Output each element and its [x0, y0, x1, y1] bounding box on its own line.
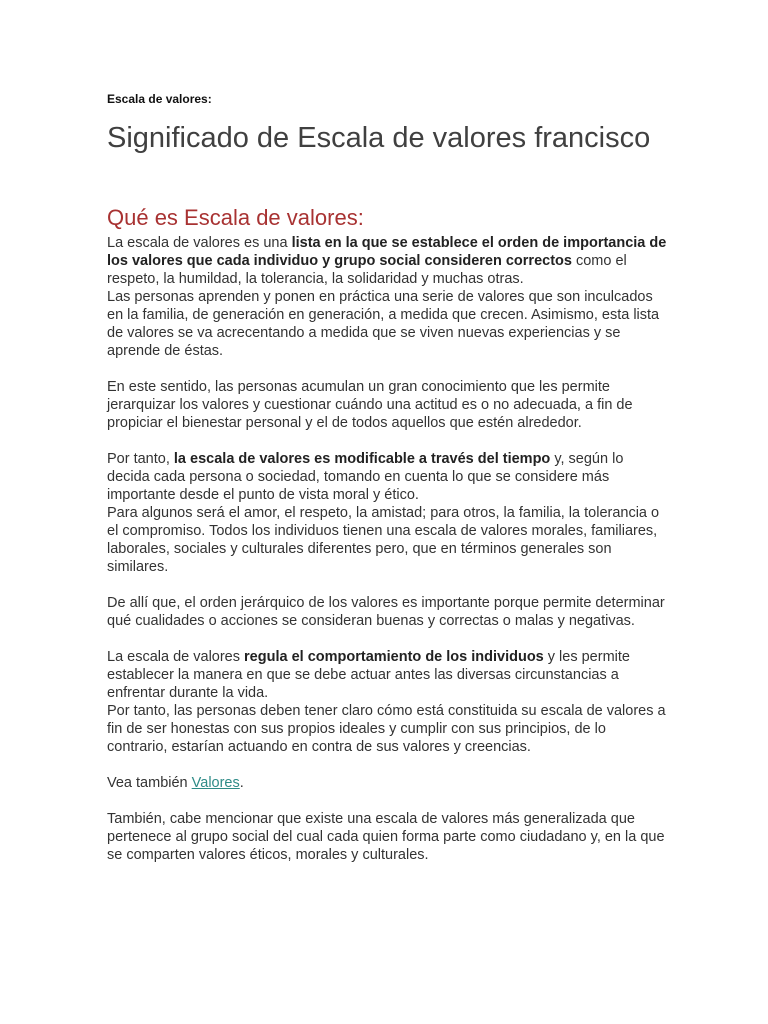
paragraph-1 — [107, 234, 667, 288]
page-title: Significado de Escala de valores francisco — [107, 122, 651, 154]
paragraph-4-start: Por tanto, — [107, 451, 174, 467]
paragraph-8: Por tanto, las personas deben tener claro cómo está constituida su escala de valores a fin de ser honestas con sus propios ideales y cumplir con sus principios, de lo contrario, estarían actuando en contra de sus valores y creencias. — [107, 703, 666, 755]
paragraph-4-bold: la escala de valores es modificable a través del tiempo — [173, 451, 551, 467]
paragraph-9 — [107, 774, 667, 792]
paragraph-1-bold: lista en la que se establece el orden de importancia de los valores que cada individuo y grupo social consideren correctos — [107, 235, 667, 269]
document-label: Escala de valores: — [107, 92, 212, 106]
paragraph-3: En este sentido, las personas acumulan un gran conocimiento que les permite jerarquizar los valores y cuestionar cuándo una actitud es o no adecuada, a fin de propiciar el bienestar personal y el de todos aquellos que estén alrededor. — [107, 379, 633, 431]
paragraph-10: También, cabe mencionar que existe una escala de valores más generalizada que pertenece al grupo social del cual cada quien forma parte como ciudadano y, en la que se comparten valores éticos, morales y culturales. — [107, 811, 665, 863]
see-also-text: Vea también — [107, 775, 192, 791]
paragraph-6: De allí que, el orden jerárquico de los valores es importante porque permite determinar qué cualidades o acciones se consideran buenas y correctas o malas y negativas. — [107, 595, 665, 629]
paragraph-7-start: La escala de valores — [107, 649, 245, 665]
see-also-period: . — [239, 775, 244, 791]
paragraph-4-end: y, según lo decida cada persona o sociedad, tomando en cuenta lo que se considere más importante desde el punto de vista moral y ético. — [107, 451, 624, 503]
valores-link[interactable]: Valores — [191, 775, 240, 791]
section-heading: Qué es Escala de valores: — [107, 205, 364, 230]
paragraph-7-end: y les permite establecer la manera en que se debe actuar antes las diversas circunstancias a enfrentar durante la vida. — [107, 649, 630, 701]
paragraph-7 — [107, 648, 667, 702]
paragraph-7-bold: regula el comportamiento de los individuos — [244, 649, 544, 665]
paragraph-1-end: como el respeto, la humildad, la tolerancia, la solidaridad y muchas otras. — [107, 253, 627, 287]
paragraph-2: Las personas aprenden y ponen en práctica una serie de valores que son inculcados en la familia, de generación en generación, a medida que crecen. Asimismo, esta lista de valores se va acrecentando a medida que se viven nuevas experiencias y se aprende de éstas. — [107, 289, 660, 359]
body-text — [107, 234, 667, 864]
paragraph-5: Para algunos será el amor, el respeto, la amistad; para otros, la familia, la tolerancia o el compromiso. Todos los individuos tienen una escala de valores morales, familiares, laborales, sociales y culturales diferentes pero, que en términos generales son similares. — [107, 505, 660, 575]
paragraph-1-start: La escala de valores es una — [107, 235, 292, 251]
paragraph-4 — [107, 450, 667, 504]
